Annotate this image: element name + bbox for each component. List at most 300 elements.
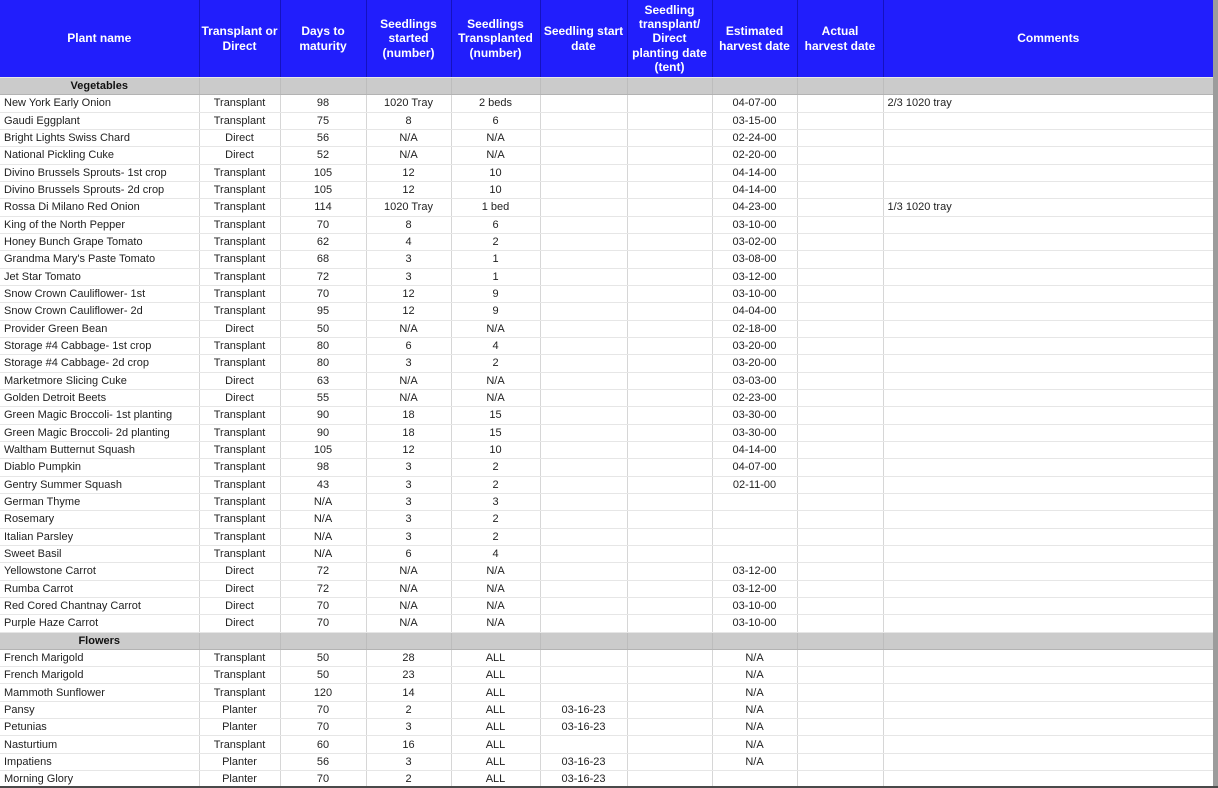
cell-seedlings-transplanted[interactable]: 1 [451, 268, 540, 285]
cell-days-to-maturity[interactable]: 90 [280, 424, 366, 441]
column-header-actual-harvest-date[interactable]: Actual harvest date [797, 0, 883, 78]
cell-days-to-maturity[interactable]: 90 [280, 407, 366, 424]
cell-transplant-or-direct[interactable]: Transplant [199, 337, 280, 354]
cell-seedlings-transplanted[interactable]: 1 [451, 251, 540, 268]
column-header-seedling-transplant-direct-planting-date[interactable]: Seedling transplant/ Direct planting date (tent) [627, 0, 712, 78]
cell-seedlings-transplanted[interactable]: 10 [451, 441, 540, 458]
cell-seedling-start-date[interactable] [540, 597, 627, 614]
section-cell[interactable] [280, 78, 366, 95]
cell-actual-harvest-date[interactable] [797, 355, 883, 372]
cell-days-to-maturity[interactable]: 70 [280, 285, 366, 302]
section-cell[interactable] [883, 78, 1213, 95]
cell-seedlings-transplanted[interactable]: 6 [451, 112, 540, 129]
cell-estimated-harvest-date[interactable]: 03-08-00 [712, 251, 797, 268]
cell-seedlings-transplanted[interactable]: 3 [451, 493, 540, 510]
cell-seedling-transplant-direct-planting-date[interactable] [627, 251, 712, 268]
cell-seedling-start-date[interactable] [540, 199, 627, 216]
cell-transplant-or-direct[interactable]: Transplant [199, 459, 280, 476]
cell-seedling-start-date[interactable] [540, 424, 627, 441]
cell-comments[interactable] [883, 320, 1213, 337]
cell-seedlings-started[interactable]: 12 [366, 303, 451, 320]
cell-comments[interactable] [883, 459, 1213, 476]
cell-seedling-start-date[interactable] [540, 407, 627, 424]
cell-seedlings-started[interactable]: 3 [366, 528, 451, 545]
cell-seedling-start-date[interactable] [540, 372, 627, 389]
cell-seedlings-started[interactable]: 2 [366, 701, 451, 718]
cell-days-to-maturity[interactable]: N/A [280, 511, 366, 528]
section-cell[interactable] [540, 78, 627, 95]
cell-seedling-transplant-direct-planting-date[interactable] [627, 268, 712, 285]
cell-seedling-transplant-direct-planting-date[interactable] [627, 528, 712, 545]
cell-actual-harvest-date[interactable] [797, 753, 883, 770]
cell-days-to-maturity[interactable]: 56 [280, 129, 366, 146]
cell-seedlings-transplanted[interactable]: 2 [451, 511, 540, 528]
cell-actual-harvest-date[interactable] [797, 112, 883, 129]
cell-seedling-start-date[interactable] [540, 545, 627, 562]
cell-seedling-start-date[interactable] [540, 164, 627, 181]
cell-days-to-maturity[interactable]: 114 [280, 199, 366, 216]
cell-actual-harvest-date[interactable] [797, 389, 883, 406]
cell-plant-name[interactable]: National Pickling Cuke [0, 147, 199, 164]
cell-seedling-start-date[interactable]: 03-16-23 [540, 753, 627, 770]
cell-actual-harvest-date[interactable] [797, 476, 883, 493]
cell-seedlings-started[interactable]: 1020 Tray [366, 95, 451, 112]
cell-seedlings-transplanted[interactable]: N/A [451, 129, 540, 146]
cell-transplant-or-direct[interactable]: Transplant [199, 303, 280, 320]
section-cell[interactable] [366, 632, 451, 649]
cell-comments[interactable] [883, 667, 1213, 684]
cell-transplant-or-direct[interactable]: Transplant [199, 355, 280, 372]
cell-actual-harvest-date[interactable] [797, 597, 883, 614]
cell-seedling-transplant-direct-planting-date[interactable] [627, 164, 712, 181]
cell-transplant-or-direct[interactable]: Transplant [199, 511, 280, 528]
cell-actual-harvest-date[interactable] [797, 95, 883, 112]
cell-transplant-or-direct[interactable]: Direct [199, 597, 280, 614]
cell-seedling-start-date[interactable] [540, 493, 627, 510]
cell-transplant-or-direct[interactable]: Direct [199, 563, 280, 580]
cell-transplant-or-direct[interactable]: Direct [199, 615, 280, 632]
section-label[interactable]: Flowers [0, 632, 199, 649]
cell-comments[interactable] [883, 753, 1213, 770]
cell-plant-name[interactable]: Rumba Carrot [0, 580, 199, 597]
cell-plant-name[interactable]: Yellowstone Carrot [0, 563, 199, 580]
cell-estimated-harvest-date[interactable]: 03-12-00 [712, 563, 797, 580]
cell-seedling-transplant-direct-planting-date[interactable] [627, 441, 712, 458]
cell-seedlings-started[interactable]: 3 [366, 459, 451, 476]
cell-seedlings-transplanted[interactable]: ALL [451, 753, 540, 770]
cell-seedlings-started[interactable]: N/A [366, 615, 451, 632]
cell-transplant-or-direct[interactable]: Transplant [199, 285, 280, 302]
cell-days-to-maturity[interactable]: 105 [280, 181, 366, 198]
cell-seedlings-transplanted[interactable]: 15 [451, 407, 540, 424]
cell-plant-name[interactable]: Italian Parsley [0, 528, 199, 545]
cell-seedlings-transplanted[interactable]: ALL [451, 667, 540, 684]
cell-transplant-or-direct[interactable]: Transplant [199, 407, 280, 424]
cell-seedlings-transplanted[interactable]: 10 [451, 164, 540, 181]
cell-seedlings-transplanted[interactable]: 2 [451, 528, 540, 545]
cell-days-to-maturity[interactable]: 68 [280, 251, 366, 268]
cell-estimated-harvest-date[interactable]: N/A [712, 736, 797, 753]
cell-seedling-start-date[interactable] [540, 181, 627, 198]
cell-plant-name[interactable]: Green Magic Broccoli- 1st planting [0, 407, 199, 424]
cell-actual-harvest-date[interactable] [797, 441, 883, 458]
cell-transplant-or-direct[interactable]: Transplant [199, 424, 280, 441]
cell-seedlings-transplanted[interactable]: 2 [451, 476, 540, 493]
cell-comments[interactable] [883, 528, 1213, 545]
column-header-seedling-start-date[interactable]: Seedling start date [540, 0, 627, 78]
cell-seedlings-started[interactable]: 28 [366, 649, 451, 666]
cell-seedlings-started[interactable]: N/A [366, 147, 451, 164]
cell-days-to-maturity[interactable]: 95 [280, 303, 366, 320]
cell-estimated-harvest-date[interactable]: 04-23-00 [712, 199, 797, 216]
cell-estimated-harvest-date[interactable]: N/A [712, 753, 797, 770]
cell-actual-harvest-date[interactable] [797, 164, 883, 181]
cell-actual-harvest-date[interactable] [797, 511, 883, 528]
cell-actual-harvest-date[interactable] [797, 719, 883, 736]
column-header-comments[interactable]: Comments [883, 0, 1213, 78]
cell-seedling-start-date[interactable] [540, 303, 627, 320]
cell-actual-harvest-date[interactable] [797, 528, 883, 545]
section-cell[interactable] [199, 632, 280, 649]
cell-seedling-transplant-direct-planting-date[interactable] [627, 563, 712, 580]
cell-transplant-or-direct[interactable]: Transplant [199, 233, 280, 250]
cell-seedling-start-date[interactable] [540, 511, 627, 528]
cell-comments[interactable] [883, 545, 1213, 562]
cell-comments[interactable] [883, 563, 1213, 580]
cell-comments[interactable] [883, 164, 1213, 181]
cell-transplant-or-direct[interactable]: Transplant [199, 649, 280, 666]
cell-comments[interactable] [883, 251, 1213, 268]
cell-seedling-transplant-direct-planting-date[interactable] [627, 615, 712, 632]
cell-estimated-harvest-date[interactable]: 04-14-00 [712, 164, 797, 181]
cell-seedling-transplant-direct-planting-date[interactable] [627, 147, 712, 164]
cell-seedlings-transplanted[interactable]: ALL [451, 719, 540, 736]
cell-days-to-maturity[interactable]: 63 [280, 372, 366, 389]
cell-transplant-or-direct[interactable]: Direct [199, 389, 280, 406]
cell-days-to-maturity[interactable]: 62 [280, 233, 366, 250]
cell-comments[interactable] [883, 216, 1213, 233]
cell-comments[interactable] [883, 303, 1213, 320]
cell-actual-harvest-date[interactable] [797, 268, 883, 285]
cell-seedling-transplant-direct-planting-date[interactable] [627, 545, 712, 562]
cell-seedling-start-date[interactable]: 03-16-23 [540, 701, 627, 718]
cell-seedling-start-date[interactable]: 03-16-23 [540, 771, 627, 788]
cell-plant-name[interactable]: Divino Brussels Sprouts- 1st crop [0, 164, 199, 181]
cell-seedlings-started[interactable]: N/A [366, 597, 451, 614]
cell-estimated-harvest-date[interactable]: 02-23-00 [712, 389, 797, 406]
cell-comments[interactable] [883, 285, 1213, 302]
cell-seedlings-started[interactable]: N/A [366, 563, 451, 580]
cell-comments[interactable]: 1/3 1020 tray [883, 199, 1213, 216]
cell-seedling-start-date[interactable] [540, 216, 627, 233]
cell-seedlings-transplanted[interactable]: 10 [451, 181, 540, 198]
cell-comments[interactable] [883, 580, 1213, 597]
cell-seedling-transplant-direct-planting-date[interactable] [627, 95, 712, 112]
cell-actual-harvest-date[interactable] [797, 233, 883, 250]
cell-seedlings-transplanted[interactable]: N/A [451, 615, 540, 632]
cell-comments[interactable] [883, 615, 1213, 632]
cell-plant-name[interactable]: Golden Detroit Beets [0, 389, 199, 406]
cell-seedlings-started[interactable]: 4 [366, 233, 451, 250]
cell-seedling-transplant-direct-planting-date[interactable] [627, 112, 712, 129]
cell-comments[interactable] [883, 372, 1213, 389]
cell-seedling-transplant-direct-planting-date[interactable] [627, 667, 712, 684]
cell-days-to-maturity[interactable]: 43 [280, 476, 366, 493]
cell-seedlings-transplanted[interactable]: N/A [451, 147, 540, 164]
cell-comments[interactable] [883, 441, 1213, 458]
cell-transplant-or-direct[interactable]: Transplant [199, 545, 280, 562]
cell-plant-name[interactable]: Purple Haze Carrot [0, 615, 199, 632]
cell-plant-name[interactable]: Provider Green Bean [0, 320, 199, 337]
cell-seedling-start-date[interactable] [540, 129, 627, 146]
cell-plant-name[interactable]: Nasturtium [0, 736, 199, 753]
cell-seedlings-started[interactable]: 12 [366, 441, 451, 458]
cell-actual-harvest-date[interactable] [797, 320, 883, 337]
cell-plant-name[interactable]: New York Early Onion [0, 95, 199, 112]
cell-days-to-maturity[interactable]: 70 [280, 719, 366, 736]
section-cell[interactable] [366, 78, 451, 95]
cell-comments[interactable] [883, 337, 1213, 354]
cell-estimated-harvest-date[interactable]: 03-12-00 [712, 580, 797, 597]
cell-seedlings-transplanted[interactable]: N/A [451, 563, 540, 580]
cell-estimated-harvest-date[interactable]: 03-10-00 [712, 615, 797, 632]
cell-seedlings-started[interactable]: 3 [366, 719, 451, 736]
cell-transplant-or-direct[interactable]: Direct [199, 372, 280, 389]
cell-transplant-or-direct[interactable]: Planter [199, 771, 280, 788]
cell-comments[interactable] [883, 112, 1213, 129]
section-cell[interactable] [797, 78, 883, 95]
cell-transplant-or-direct[interactable]: Planter [199, 719, 280, 736]
cell-days-to-maturity[interactable]: N/A [280, 545, 366, 562]
cell-plant-name[interactable]: Green Magic Broccoli- 2d planting [0, 424, 199, 441]
cell-seedlings-transplanted[interactable]: N/A [451, 389, 540, 406]
cell-seedlings-started[interactable]: 3 [366, 355, 451, 372]
cell-seedlings-transplanted[interactable]: N/A [451, 372, 540, 389]
cell-days-to-maturity[interactable]: 80 [280, 337, 366, 354]
cell-days-to-maturity[interactable]: 70 [280, 216, 366, 233]
cell-days-to-maturity[interactable]: 55 [280, 389, 366, 406]
cell-actual-harvest-date[interactable] [797, 337, 883, 354]
section-cell[interactable] [451, 78, 540, 95]
cell-transplant-or-direct[interactable]: Transplant [199, 736, 280, 753]
cell-seedlings-started[interactable]: N/A [366, 389, 451, 406]
cell-seedling-transplant-direct-planting-date[interactable] [627, 424, 712, 441]
cell-seedling-start-date[interactable] [540, 285, 627, 302]
cell-estimated-harvest-date[interactable]: 03-12-00 [712, 268, 797, 285]
cell-seedling-start-date[interactable] [540, 615, 627, 632]
cell-days-to-maturity[interactable]: 70 [280, 701, 366, 718]
cell-plant-name[interactable]: King of the North Pepper [0, 216, 199, 233]
cell-seedlings-started[interactable]: 6 [366, 337, 451, 354]
cell-seedling-transplant-direct-planting-date[interactable] [627, 233, 712, 250]
cell-transplant-or-direct[interactable]: Transplant [199, 251, 280, 268]
cell-estimated-harvest-date[interactable]: 03-02-00 [712, 233, 797, 250]
cell-seedling-transplant-direct-planting-date[interactable] [627, 719, 712, 736]
section-cell[interactable] [712, 632, 797, 649]
cell-seedlings-started[interactable]: 18 [366, 407, 451, 424]
cell-comments[interactable] [883, 736, 1213, 753]
cell-seedlings-transplanted[interactable]: 4 [451, 545, 540, 562]
cell-seedling-start-date[interactable] [540, 95, 627, 112]
cell-plant-name[interactable]: Snow Crown Cauliflower- 2d [0, 303, 199, 320]
cell-seedlings-started[interactable]: 3 [366, 511, 451, 528]
cell-estimated-harvest-date[interactable]: 04-07-00 [712, 459, 797, 476]
cell-plant-name[interactable]: Rossa Di Milano Red Onion [0, 199, 199, 216]
cell-seedlings-started[interactable]: 14 [366, 684, 451, 701]
cell-seedling-start-date[interactable] [540, 337, 627, 354]
cell-transplant-or-direct[interactable]: Transplant [199, 667, 280, 684]
cell-days-to-maturity[interactable]: 80 [280, 355, 366, 372]
cell-transplant-or-direct[interactable]: Direct [199, 129, 280, 146]
cell-seedlings-transplanted[interactable]: 4 [451, 337, 540, 354]
column-header-transplant-or-direct[interactable]: Transplant or Direct [199, 0, 280, 78]
cell-comments[interactable] [883, 389, 1213, 406]
cell-comments[interactable] [883, 424, 1213, 441]
cell-actual-harvest-date[interactable] [797, 303, 883, 320]
cell-seedling-transplant-direct-planting-date[interactable] [627, 684, 712, 701]
cell-comments[interactable] [883, 355, 1213, 372]
cell-comments[interactable] [883, 476, 1213, 493]
section-cell[interactable] [627, 632, 712, 649]
cell-seedling-transplant-direct-planting-date[interactable] [627, 597, 712, 614]
cell-comments[interactable] [883, 597, 1213, 614]
section-cell[interactable] [451, 632, 540, 649]
cell-days-to-maturity[interactable]: 120 [280, 684, 366, 701]
cell-plant-name[interactable]: Snow Crown Cauliflower- 1st [0, 285, 199, 302]
section-cell[interactable] [280, 632, 366, 649]
cell-seedlings-transplanted[interactable]: ALL [451, 771, 540, 788]
cell-actual-harvest-date[interactable] [797, 285, 883, 302]
cell-estimated-harvest-date[interactable] [712, 528, 797, 545]
cell-seedlings-started[interactable]: 3 [366, 493, 451, 510]
cell-actual-harvest-date[interactable] [797, 563, 883, 580]
cell-seedling-start-date[interactable] [540, 441, 627, 458]
cell-comments[interactable] [883, 511, 1213, 528]
cell-estimated-harvest-date[interactable]: 03-30-00 [712, 424, 797, 441]
cell-seedlings-started[interactable]: 16 [366, 736, 451, 753]
cell-transplant-or-direct[interactable]: Transplant [199, 268, 280, 285]
cell-seedlings-transplanted[interactable]: N/A [451, 597, 540, 614]
cell-comments[interactable] [883, 407, 1213, 424]
section-cell[interactable] [797, 632, 883, 649]
cell-days-to-maturity[interactable]: 60 [280, 736, 366, 753]
cell-transplant-or-direct[interactable]: Transplant [199, 199, 280, 216]
cell-transplant-or-direct[interactable]: Transplant [199, 95, 280, 112]
cell-seedling-start-date[interactable] [540, 251, 627, 268]
cell-seedling-start-date[interactable] [540, 563, 627, 580]
cell-seedling-transplant-direct-planting-date[interactable] [627, 736, 712, 753]
cell-comments[interactable] [883, 684, 1213, 701]
cell-seedlings-transplanted[interactable]: ALL [451, 649, 540, 666]
cell-comments[interactable] [883, 233, 1213, 250]
cell-seedling-start-date[interactable] [540, 667, 627, 684]
cell-estimated-harvest-date[interactable]: 04-14-00 [712, 181, 797, 198]
cell-seedlings-started[interactable]: 23 [366, 667, 451, 684]
cell-plant-name[interactable]: Grandma Mary's Paste Tomato [0, 251, 199, 268]
cell-seedling-transplant-direct-planting-date[interactable] [627, 511, 712, 528]
cell-days-to-maturity[interactable]: 98 [280, 95, 366, 112]
cell-seedlings-transplanted[interactable]: N/A [451, 320, 540, 337]
cell-estimated-harvest-date[interactable]: 03-30-00 [712, 407, 797, 424]
cell-seedlings-started[interactable]: 6 [366, 545, 451, 562]
cell-days-to-maturity[interactable]: 72 [280, 268, 366, 285]
cell-seedling-transplant-direct-planting-date[interactable] [627, 285, 712, 302]
cell-comments[interactable] [883, 147, 1213, 164]
cell-actual-harvest-date[interactable] [797, 129, 883, 146]
cell-plant-name[interactable]: Gentry Summer Squash [0, 476, 199, 493]
cell-seedling-transplant-direct-planting-date[interactable] [627, 199, 712, 216]
column-header-plant-name[interactable]: Plant name [0, 0, 199, 78]
cell-seedlings-started[interactable]: 12 [366, 164, 451, 181]
cell-transplant-or-direct[interactable]: Transplant [199, 164, 280, 181]
cell-plant-name[interactable]: Petunias [0, 719, 199, 736]
cell-estimated-harvest-date[interactable]: N/A [712, 719, 797, 736]
cell-days-to-maturity[interactable]: N/A [280, 493, 366, 510]
cell-seedlings-transplanted[interactable]: ALL [451, 701, 540, 718]
cell-estimated-harvest-date[interactable] [712, 493, 797, 510]
cell-plant-name[interactable]: Gaudi Eggplant [0, 112, 199, 129]
cell-actual-harvest-date[interactable] [797, 181, 883, 198]
cell-plant-name[interactable]: French Marigold [0, 667, 199, 684]
cell-actual-harvest-date[interactable] [797, 424, 883, 441]
cell-plant-name[interactable]: Storage #4 Cabbage- 1st crop [0, 337, 199, 354]
cell-estimated-harvest-date[interactable]: 03-15-00 [712, 112, 797, 129]
section-label[interactable]: Vegetables [0, 78, 199, 95]
cell-comments[interactable]: 2/3 1020 tray [883, 95, 1213, 112]
cell-estimated-harvest-date[interactable]: 02-11-00 [712, 476, 797, 493]
cell-plant-name[interactable]: Honey Bunch Grape Tomato [0, 233, 199, 250]
cell-days-to-maturity[interactable]: 98 [280, 459, 366, 476]
cell-days-to-maturity[interactable]: 72 [280, 580, 366, 597]
cell-actual-harvest-date[interactable] [797, 701, 883, 718]
cell-seedling-transplant-direct-planting-date[interactable] [627, 701, 712, 718]
cell-transplant-or-direct[interactable]: Transplant [199, 476, 280, 493]
cell-seedlings-transplanted[interactable]: ALL [451, 684, 540, 701]
cell-seedlings-started[interactable]: 1020 Tray [366, 199, 451, 216]
cell-seedlings-transplanted[interactable]: 9 [451, 285, 540, 302]
cell-plant-name[interactable]: Bright Lights Swiss Chard [0, 129, 199, 146]
section-cell[interactable] [540, 632, 627, 649]
cell-seedlings-started[interactable]: N/A [366, 320, 451, 337]
cell-estimated-harvest-date[interactable]: 03-10-00 [712, 216, 797, 233]
cell-transplant-or-direct[interactable]: Transplant [199, 181, 280, 198]
cell-seedling-start-date[interactable] [540, 233, 627, 250]
cell-seedlings-transplanted[interactable]: 2 beds [451, 95, 540, 112]
cell-estimated-harvest-date[interactable]: N/A [712, 684, 797, 701]
cell-seedling-transplant-direct-planting-date[interactable] [627, 372, 712, 389]
cell-seedlings-started[interactable]: 8 [366, 112, 451, 129]
cell-seedlings-started[interactable]: 12 [366, 181, 451, 198]
cell-seedling-start-date[interactable] [540, 355, 627, 372]
cell-seedlings-started[interactable]: 3 [366, 268, 451, 285]
cell-estimated-harvest-date[interactable]: N/A [712, 667, 797, 684]
cell-days-to-maturity[interactable]: 105 [280, 164, 366, 181]
cell-plant-name[interactable]: Diablo Pumpkin [0, 459, 199, 476]
cell-seedlings-started[interactable]: 3 [366, 476, 451, 493]
cell-estimated-harvest-date[interactable] [712, 545, 797, 562]
cell-days-to-maturity[interactable]: 50 [280, 667, 366, 684]
cell-seedlings-transplanted[interactable]: 1 bed [451, 199, 540, 216]
cell-plant-name[interactable]: Impatiens [0, 753, 199, 770]
cell-seedlings-started[interactable]: N/A [366, 372, 451, 389]
cell-seedling-start-date[interactable] [540, 147, 627, 164]
cell-plant-name[interactable]: Sweet Basil [0, 545, 199, 562]
cell-transplant-or-direct[interactable]: Transplant [199, 684, 280, 701]
cell-days-to-maturity[interactable]: N/A [280, 528, 366, 545]
cell-transplant-or-direct[interactable]: Planter [199, 753, 280, 770]
cell-seedling-transplant-direct-planting-date[interactable] [627, 337, 712, 354]
cell-seedling-transplant-direct-planting-date[interactable] [627, 407, 712, 424]
